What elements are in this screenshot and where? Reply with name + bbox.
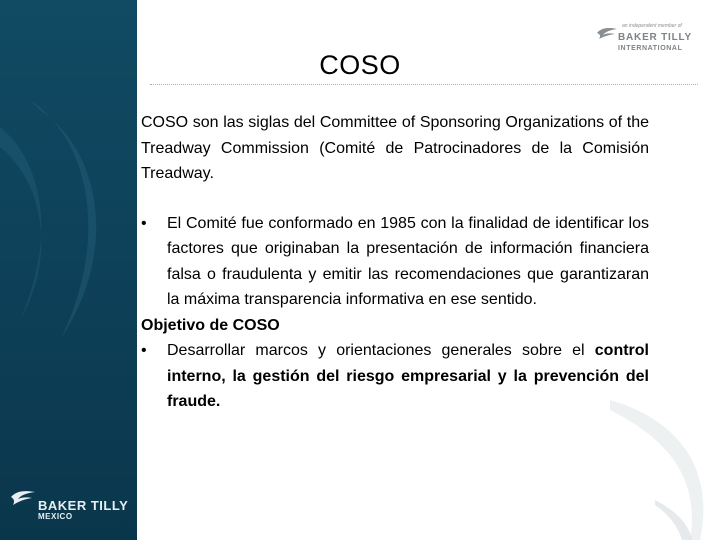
bullet-text-bold: control interno, la gestión del riesgo empresarial y la prevención del fraude. [167,342,649,410]
sidebar-brand-logo [10,484,130,524]
slide-body [141,110,649,415]
header-brand-tagline: an independent member of [622,23,682,29]
header-brand-sub: INTERNATIONAL [618,45,683,52]
bullet-text: Desarrollar marcos y orientaciones generales sobre el [167,342,585,359]
slide-title: COSO [319,50,401,80]
swoosh-decoration [0,0,137,540]
title-divider [150,84,698,85]
sidebar-brand-sub: MEXICO [38,512,73,521]
sidebar-panel [0,0,137,540]
objective-heading: Objetivo de COSO [141,316,280,334]
bullet-marker: • [141,214,147,232]
bird-logo-icon [10,488,36,506]
bullet-item-objective [141,338,649,415]
bullet-marker: • [141,342,147,359]
bird-logo-icon [596,26,618,40]
sidebar-brand-name: BAKER TILLY [38,498,129,513]
bullet-item-committee [141,211,649,313]
spacer [141,187,649,211]
header-brand-name: BAKER TILLY [618,32,692,43]
header-brand-logo [596,18,706,63]
bullet-text: El Comité fue conformado en 1985 con la finalidad de identificar los factores que originaban la presentación de información financiera falsa o fraudulenta y emitir las recomendaciones que garantizaran la máxima transparencia informativa en ese sentido. [167,214,649,308]
intro-paragraph: COSO son las siglas del Committee of Sponsoring Organizations of the Treadway Commission (Comité de Patrocinadores de la Comisión Treadway. [141,114,649,182]
